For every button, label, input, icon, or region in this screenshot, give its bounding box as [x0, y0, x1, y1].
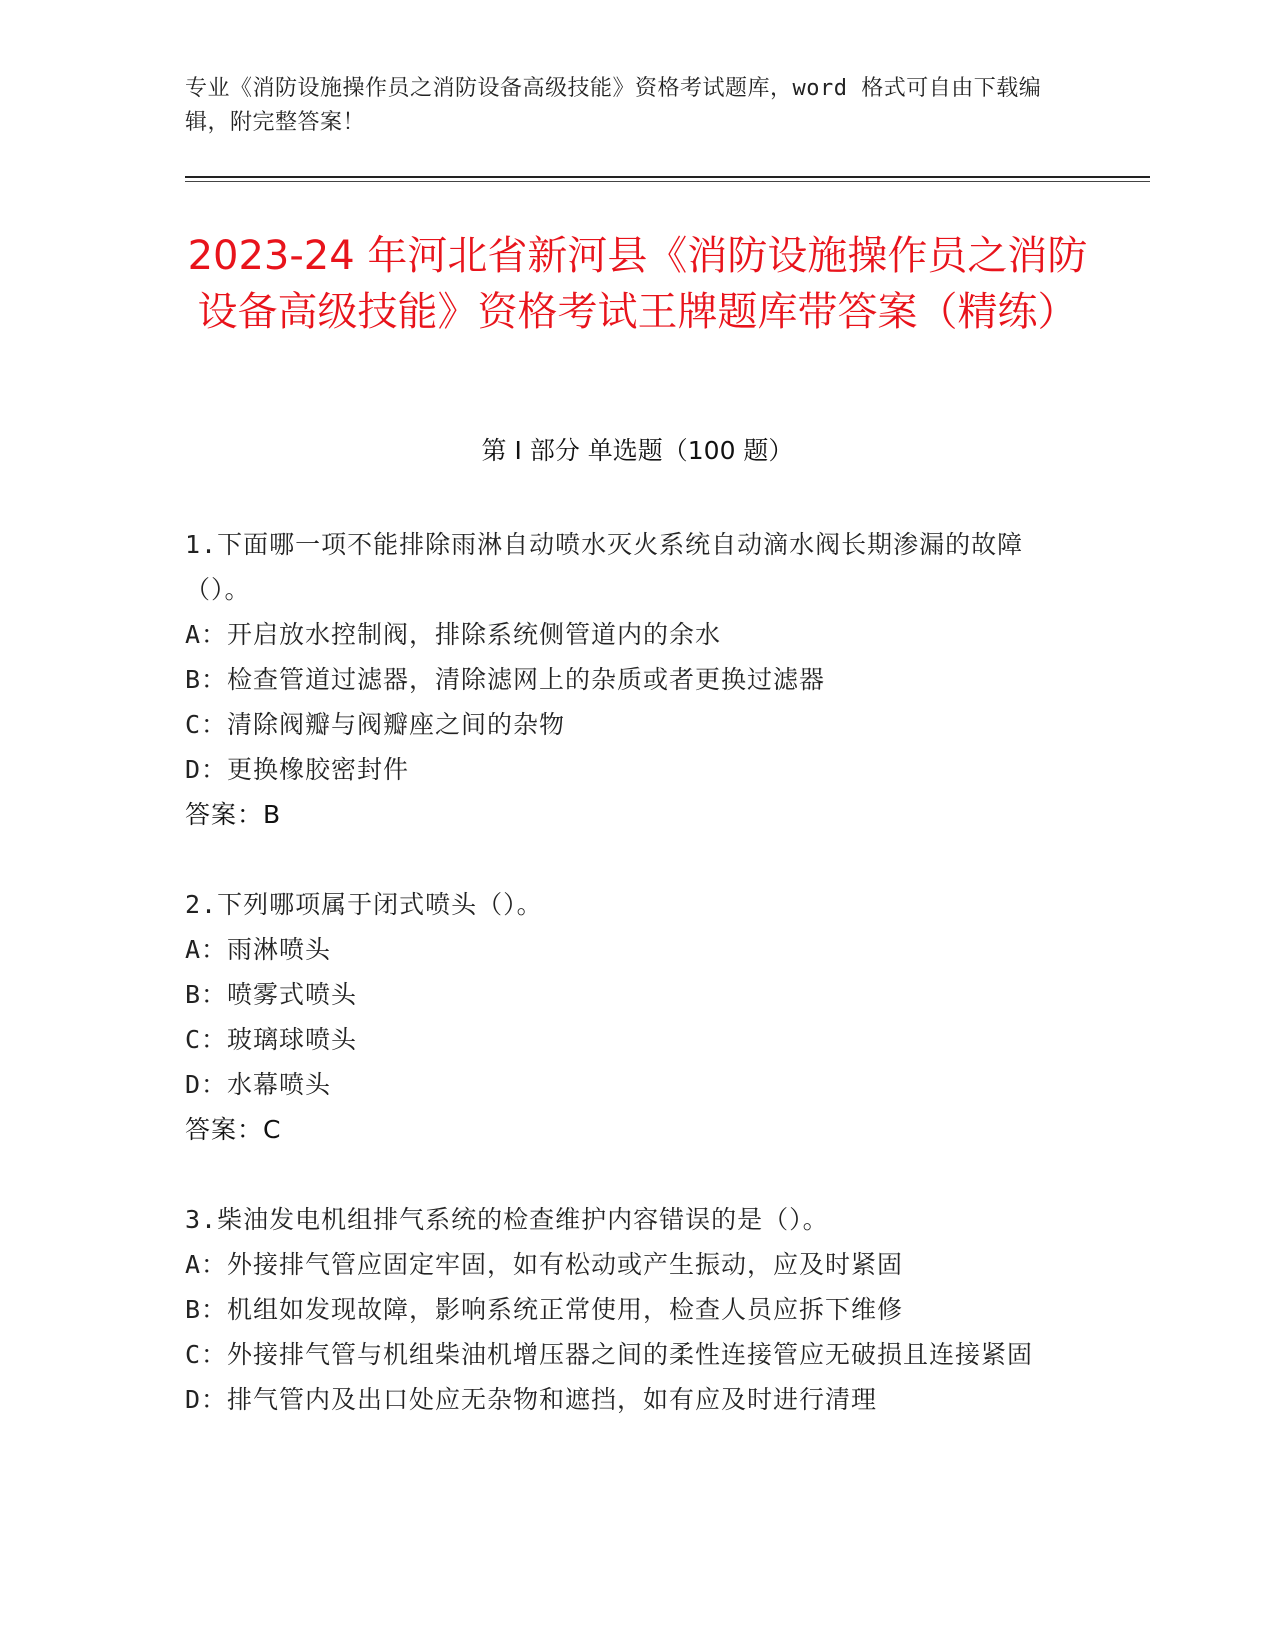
answer-line: 答案：B [185, 800, 282, 829]
header-divider-thin [185, 181, 1150, 182]
option-b: B：检查管道过滤器，清除滤网上的杂质或者更换过滤器 [185, 665, 826, 694]
header-divider-thick [185, 176, 1150, 178]
option-d: D：更换橡胶密封件 [185, 755, 410, 784]
question-3 [185, 1197, 1085, 1422]
option-c: C：清除阀瓣与阀瓣座之间的杂物 [185, 710, 566, 739]
option-b: B：喷雾式喷头 [185, 980, 358, 1009]
option-c: C：玻璃球喷头 [185, 1025, 358, 1054]
option-a: A：开启放水控制阀，排除系统侧管道内的余水 [185, 620, 722, 649]
option-b: B：机组如发现故障，影响系统正常使用，检查人员应拆下维修 [185, 1295, 904, 1324]
option-a: A：外接排气管应固定牢固，如有松动或产生振动，应及时紧固 [185, 1250, 904, 1279]
question-2 [185, 882, 1085, 1152]
question-stem: 2.下列哪项属于闭式喷头（）。 [185, 890, 543, 919]
option-d: D：排气管内及出口处应无杂物和遮挡，如有应及时进行清理 [185, 1385, 878, 1414]
answer-line: 答案：C [185, 1115, 282, 1144]
question-stem: 3.柴油发电机组排气系统的检查维护内容错误的是（）。 [185, 1205, 829, 1234]
document-title: 2023-24 年河北省新河县《消防设施操作员之消防设备高级技能》资格考试王牌题库带答案（精练） [187, 233, 1088, 335]
header-note: 专业《消防设施操作员之消防设备高级技能》资格考试题库，word 格式可自由下载编辑，附完整答案！ [185, 76, 1042, 135]
option-c: C：外接排气管与机组柴油机增压器之间的柔性连接管应无破损且连接紧固 [185, 1340, 1034, 1369]
option-d: D：水幕喷头 [185, 1070, 332, 1099]
option-a: A：雨淋喷头 [185, 935, 332, 964]
question-1 [185, 522, 1085, 837]
section-heading: 第 I 部分 单选题（100 题） [481, 436, 794, 465]
question-stem: 1.下面哪一项不能排除雨淋自动喷水灭火系统自动滴水阀长期渗漏的故障（）。 [185, 530, 1024, 604]
question-list [185, 522, 1085, 1422]
